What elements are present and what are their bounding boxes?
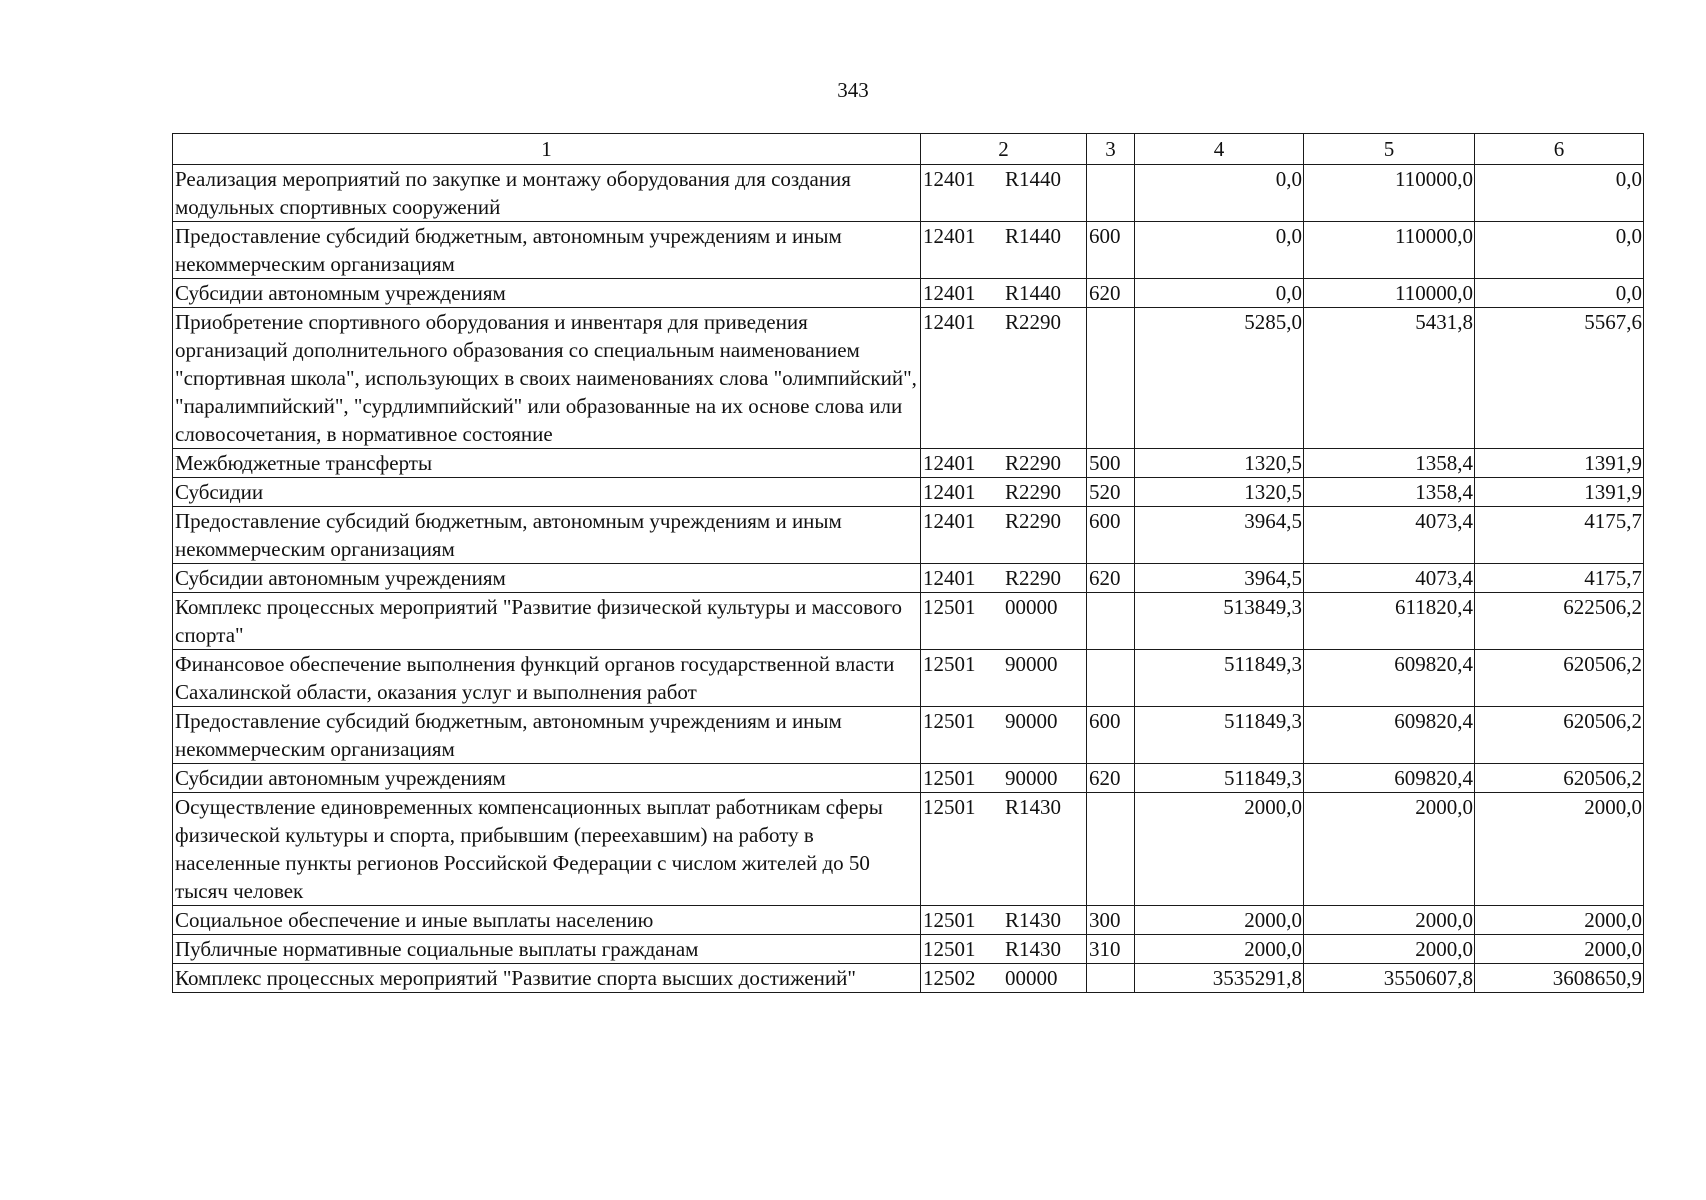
row-amount-col4: 3964,5 xyxy=(1135,564,1304,593)
program-code: 12401 xyxy=(923,281,976,305)
row-name: Предоставление субсидий бюджетным, автономным учреждениям и иным некоммерческим организациям xyxy=(173,222,921,279)
row-name: Субсидии xyxy=(173,478,921,507)
row-expense-type: 620 xyxy=(1087,764,1135,793)
row-target-code xyxy=(921,507,1087,564)
direction-code: R2290 xyxy=(1005,451,1062,475)
table-row xyxy=(173,478,1644,507)
row-name: Публичные нормативные социальные выплаты гражданам xyxy=(173,935,921,964)
program-code: 12401 xyxy=(923,224,976,248)
table-row xyxy=(173,308,1644,449)
page-number: 343 xyxy=(837,78,869,102)
table-row xyxy=(173,650,1644,707)
row-amount-col4: 5285,0 xyxy=(1135,308,1304,449)
direction-code: 90000 xyxy=(1005,766,1058,790)
row-amount-col6: 4175,7 xyxy=(1475,507,1644,564)
row-expense-type: 600 xyxy=(1087,707,1135,764)
table-row xyxy=(173,707,1644,764)
table-row xyxy=(173,906,1644,935)
row-expense-type: 300 xyxy=(1087,906,1135,935)
program-code: 12501 xyxy=(923,795,976,819)
direction-code: 90000 xyxy=(1005,652,1058,676)
row-target-code xyxy=(921,308,1087,449)
row-expense-type xyxy=(1087,308,1135,449)
direction-code: R2290 xyxy=(1005,566,1062,590)
table-row xyxy=(173,222,1644,279)
row-amount-col5: 110000,0 xyxy=(1304,279,1475,308)
row-amount-col5: 2000,0 xyxy=(1304,793,1475,906)
row-name: Субсидии автономным учреждениям xyxy=(173,564,921,593)
row-amount-col4: 511849,3 xyxy=(1135,650,1304,707)
row-name: Межбюджетные трансферты xyxy=(173,449,921,478)
table-row xyxy=(173,564,1644,593)
row-target-code xyxy=(921,906,1087,935)
row-amount-col4: 0,0 xyxy=(1135,222,1304,279)
row-amount-col5: 3550607,8 xyxy=(1304,964,1475,993)
row-expense-type: 620 xyxy=(1087,279,1135,308)
row-amount-col6: 2000,0 xyxy=(1475,935,1644,964)
row-expense-type xyxy=(1087,593,1135,650)
table-row xyxy=(173,764,1644,793)
row-expense-type: 600 xyxy=(1087,222,1135,279)
row-target-code xyxy=(921,279,1087,308)
program-code: 12401 xyxy=(923,167,976,191)
row-target-code xyxy=(921,935,1087,964)
direction-code: R1440 xyxy=(1005,167,1062,191)
row-expense-type xyxy=(1087,165,1135,222)
row-amount-col6: 620506,2 xyxy=(1475,764,1644,793)
row-amount-col5: 609820,4 xyxy=(1304,707,1475,764)
row-name: Осуществление единовременных компенсационных выплат работникам сферы физической культуры и спорта, прибывшим (переехавшим) на работу в населенные пункты регионов Российской Федерации с числом жителей до 50 тысяч человек xyxy=(173,793,921,906)
row-name: Субсидии автономным учреждениям xyxy=(173,279,921,308)
row-target-code xyxy=(921,707,1087,764)
row-amount-col4: 511849,3 xyxy=(1135,764,1304,793)
direction-code: R2290 xyxy=(1005,480,1062,504)
row-target-code xyxy=(921,222,1087,279)
program-code: 12401 xyxy=(923,566,976,590)
column-header-6: 6 xyxy=(1475,134,1644,165)
table-row xyxy=(173,964,1644,993)
row-amount-col5: 110000,0 xyxy=(1304,222,1475,279)
row-target-code xyxy=(921,165,1087,222)
row-target-code xyxy=(921,449,1087,478)
row-amount-col5: 2000,0 xyxy=(1304,935,1475,964)
row-amount-col4: 2000,0 xyxy=(1135,793,1304,906)
row-expense-type: 310 xyxy=(1087,935,1135,964)
row-name: Предоставление субсидий бюджетным, автономным учреждениям и иным некоммерческим организациям xyxy=(173,507,921,564)
row-target-code xyxy=(921,964,1087,993)
row-amount-col4: 3964,5 xyxy=(1135,507,1304,564)
table-row xyxy=(173,449,1644,478)
row-name: Финансовое обеспечение выполнения функций органов государственной власти Сахалинской области, оказания услуг и выполнения работ xyxy=(173,650,921,707)
row-amount-col5: 5431,8 xyxy=(1304,308,1475,449)
direction-code: 90000 xyxy=(1005,709,1058,733)
column-header-2: 2 xyxy=(921,134,1087,165)
column-header-5: 5 xyxy=(1304,134,1475,165)
program-code: 12401 xyxy=(923,509,976,533)
row-amount-col5: 4073,4 xyxy=(1304,564,1475,593)
table-header-row xyxy=(173,134,1644,165)
row-amount-col4: 1320,5 xyxy=(1135,478,1304,507)
program-code: 12501 xyxy=(923,766,976,790)
row-name: Реализация мероприятий по закупке и монтажу оборудования для создания модульных спортивных сооружений xyxy=(173,165,921,222)
row-amount-col6: 4175,7 xyxy=(1475,564,1644,593)
row-expense-type xyxy=(1087,650,1135,707)
row-name: Приобретение спортивного оборудования и инвентаря для приведения организаций дополнительного образования со специальным наименованием "спортивная школа", использующих в своих наименованиях слова "олимпийский", "паралимпийский", "сурдлимпийский" или образованные на их основе слова или словосочетания, в нормативное состояние xyxy=(173,308,921,449)
row-amount-col6: 1391,9 xyxy=(1475,449,1644,478)
row-amount-col6: 0,0 xyxy=(1475,279,1644,308)
row-amount-col6: 0,0 xyxy=(1475,165,1644,222)
row-amount-col5: 1358,4 xyxy=(1304,478,1475,507)
program-code: 12501 xyxy=(923,652,976,676)
direction-code: R2290 xyxy=(1005,509,1062,533)
row-amount-col4: 0,0 xyxy=(1135,165,1304,222)
direction-code: R1430 xyxy=(1005,908,1062,932)
row-expense-type: 600 xyxy=(1087,507,1135,564)
program-code: 12502 xyxy=(923,966,976,990)
row-amount-col6: 620506,2 xyxy=(1475,650,1644,707)
row-amount-col6: 5567,6 xyxy=(1475,308,1644,449)
row-amount-col6: 622506,2 xyxy=(1475,593,1644,650)
column-header-3: 3 xyxy=(1087,134,1135,165)
row-name: Предоставление субсидий бюджетным, автономным учреждениям и иным некоммерческим организациям xyxy=(173,707,921,764)
program-code: 12401 xyxy=(923,480,976,504)
row-amount-col6: 3608650,9 xyxy=(1475,964,1644,993)
row-target-code xyxy=(921,764,1087,793)
row-amount-col6: 2000,0 xyxy=(1475,793,1644,906)
table-row xyxy=(173,593,1644,650)
column-header-1: 1 xyxy=(173,134,921,165)
row-amount-col5: 611820,4 xyxy=(1304,593,1475,650)
row-amount-col5: 2000,0 xyxy=(1304,906,1475,935)
row-expense-type xyxy=(1087,964,1135,993)
row-target-code xyxy=(921,564,1087,593)
program-code: 12501 xyxy=(923,709,976,733)
row-expense-type: 620 xyxy=(1087,564,1135,593)
row-amount-col4: 2000,0 xyxy=(1135,935,1304,964)
row-target-code xyxy=(921,650,1087,707)
column-header-4: 4 xyxy=(1135,134,1304,165)
row-expense-type: 500 xyxy=(1087,449,1135,478)
table-row xyxy=(173,507,1644,564)
row-amount-col4: 2000,0 xyxy=(1135,906,1304,935)
row-target-code xyxy=(921,793,1087,906)
program-code: 12501 xyxy=(923,595,976,619)
row-amount-col6: 0,0 xyxy=(1475,222,1644,279)
budget-table xyxy=(172,133,1644,993)
table-row xyxy=(173,793,1644,906)
program-code: 12501 xyxy=(923,908,976,932)
row-target-code xyxy=(921,593,1087,650)
program-code: 12401 xyxy=(923,451,976,475)
row-name: Социальное обеспечение и иные выплаты населению xyxy=(173,906,921,935)
row-amount-col4: 0,0 xyxy=(1135,279,1304,308)
row-amount-col5: 4073,4 xyxy=(1304,507,1475,564)
direction-code: R1430 xyxy=(1005,937,1062,961)
direction-code: R2290 xyxy=(1005,310,1062,334)
table-row xyxy=(173,279,1644,308)
row-name: Комплекс процессных мероприятий "Развитие спорта высших достижений" xyxy=(173,964,921,993)
row-amount-col5: 110000,0 xyxy=(1304,165,1475,222)
row-amount-col6: 1391,9 xyxy=(1475,478,1644,507)
row-amount-col5: 1358,4 xyxy=(1304,449,1475,478)
row-amount-col6: 2000,0 xyxy=(1475,906,1644,935)
row-amount-col6: 620506,2 xyxy=(1475,707,1644,764)
program-code: 12401 xyxy=(923,310,976,334)
direction-code: 00000 xyxy=(1005,966,1058,990)
row-amount-col4: 1320,5 xyxy=(1135,449,1304,478)
program-code: 12501 xyxy=(923,937,976,961)
table-row xyxy=(173,935,1644,964)
row-amount-col4: 511849,3 xyxy=(1135,707,1304,764)
row-name: Комплекс процессных мероприятий "Развитие физической культуры и массового спорта" xyxy=(173,593,921,650)
row-expense-type: 520 xyxy=(1087,478,1135,507)
row-target-code xyxy=(921,478,1087,507)
row-name: Субсидии автономным учреждениям xyxy=(173,764,921,793)
row-expense-type xyxy=(1087,793,1135,906)
direction-code: R1430 xyxy=(1005,795,1062,819)
table-row xyxy=(173,165,1644,222)
direction-code: R1440 xyxy=(1005,224,1062,248)
row-amount-col4: 3535291,8 xyxy=(1135,964,1304,993)
row-amount-col5: 609820,4 xyxy=(1304,764,1475,793)
direction-code: 00000 xyxy=(1005,595,1058,619)
direction-code: R1440 xyxy=(1005,281,1062,305)
row-amount-col4: 513849,3 xyxy=(1135,593,1304,650)
table-body xyxy=(173,165,1644,993)
row-amount-col5: 609820,4 xyxy=(1304,650,1475,707)
